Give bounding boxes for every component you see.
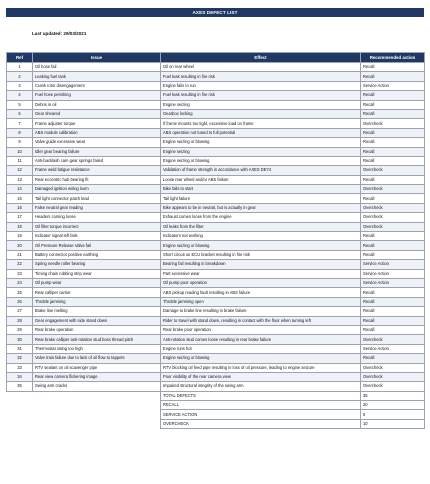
cell-issue: Debris in oil (33, 100, 161, 109)
cell-issue: Idler gear bearing failure (33, 147, 161, 156)
cell-effect: RTV blocking oil feed pipe resulting in loss of oil pressure, leading to engine seizure (161, 363, 361, 372)
summary-row (7, 410, 425, 419)
cell-issue: Gear engagement with side stand down (33, 316, 161, 325)
cell-effect: Impaired structural integrity of the swing arm (161, 382, 361, 391)
cell-ref: 20 (7, 241, 33, 250)
cell-action: Recall (361, 232, 425, 241)
summary-label: TOTAL DEFECTS (161, 391, 361, 400)
cell-ref: 28 (7, 316, 33, 325)
cell-ref: 9 (7, 138, 33, 147)
cell-ref: 10 (7, 147, 33, 156)
table-row (7, 203, 425, 212)
table-row (7, 325, 425, 334)
cell-ref: 29 (7, 325, 33, 334)
table-row (7, 250, 425, 259)
cell-issue: Thermostat rating too high (33, 344, 161, 353)
cell-effect: Throttle jamming open (161, 297, 361, 306)
cell-ref: 3 (7, 81, 33, 90)
cell-issue: ABS module calibration (33, 128, 161, 137)
cell-action: Recall (361, 138, 425, 147)
cell-action: Recall (361, 91, 425, 100)
cell-action: Recall (361, 241, 425, 250)
table-row (7, 213, 425, 222)
cell-effect: Engine seizing or blowing (161, 156, 361, 165)
cell-effect: Oil pump poor operation (161, 278, 361, 287)
cell-ref: 32 (7, 354, 33, 363)
cell-effect: Engine seizing or blowing (161, 241, 361, 250)
cell-effect: ABS operation not tuned to full potential (161, 128, 361, 137)
cell-ref: 17 (7, 213, 33, 222)
cell-issue: Leaking fuel tank (33, 72, 161, 81)
table-row (7, 72, 425, 81)
cell-effect: Poor visibility of the rear camera view (161, 372, 361, 381)
table-row (7, 147, 425, 156)
cell-effect: Short circuit on ECU bracket resulting in fire risk (161, 250, 361, 259)
summary-value: 10 (361, 419, 425, 428)
cell-action: Service Action (361, 344, 425, 353)
cell-action: Recall (361, 297, 425, 306)
cell-ref: 13 (7, 175, 33, 184)
cell-effect: Bike appears to be in neutral, but is actually in gear (161, 203, 361, 212)
cell-effect: Engine seizing or blowing (161, 138, 361, 147)
cell-ref: 6 (7, 109, 33, 118)
cell-effect: Engine runs hot (161, 344, 361, 353)
cell-ref: 33 (7, 363, 33, 372)
cell-effect: Engine seizing or blowing (161, 354, 361, 363)
cell-ref: 7 (7, 119, 33, 128)
cell-issue: Indicator signal left fails (33, 232, 161, 241)
table-row (7, 297, 425, 306)
cell-issue: Oil hose fail (33, 63, 161, 72)
cell-action: Service Action (361, 81, 425, 90)
table-row (7, 335, 425, 344)
table-row (7, 344, 425, 353)
table-row (7, 138, 425, 147)
cell-ref: 1 (7, 63, 33, 72)
cell-ref: 25 (7, 288, 33, 297)
cell-action: Overcheck (361, 166, 425, 175)
cell-effect: Indicators not working (161, 232, 361, 241)
table-row (7, 166, 425, 175)
cell-action: Overcheck (361, 185, 425, 194)
table-row (7, 91, 425, 100)
table-row (7, 354, 425, 363)
table-row (7, 278, 425, 287)
table-row (7, 119, 425, 128)
cell-ref: 8 (7, 128, 33, 137)
cell-action: Overcheck (361, 372, 425, 381)
table-row (7, 63, 425, 72)
last-updated-text: Last updated: 29/03/2021 (32, 31, 87, 36)
cell-action: Overcheck (361, 335, 425, 344)
cell-ref: 15 (7, 194, 33, 203)
table-row (7, 269, 425, 278)
table-row (7, 100, 425, 109)
cell-ref: 34 (7, 372, 33, 381)
cell-effect: Anti-rotation stud comes loose resulting in rear brake failure (161, 335, 361, 344)
cell-effect: If frame mounts too tight, excessive load on frame (161, 119, 361, 128)
table-row (7, 232, 425, 241)
cell-issue: Rear calliper carrier (33, 288, 161, 297)
table-row (7, 382, 425, 391)
cell-issue: Spring needle roller bearing (33, 260, 161, 269)
table-row (7, 185, 425, 194)
summary-spacer (33, 391, 161, 400)
summary-label: SERVICE ACTION (161, 410, 361, 419)
table-row (7, 156, 425, 165)
cell-effect: Oil on rear wheel (161, 63, 361, 72)
cell-ref: 30 (7, 335, 33, 344)
cell-effect: Rear brake poor operation (161, 325, 361, 334)
cell-action: Recall (361, 307, 425, 316)
summary-spacer (7, 391, 33, 400)
cell-effect: Engine seizing (161, 147, 361, 156)
cell-ref: 23 (7, 269, 33, 278)
cell-effect: Oil leaks from the filter (161, 222, 361, 231)
cell-ref: 19 (7, 232, 33, 241)
cell-action: Recall (361, 288, 425, 297)
cell-ref: 12 (7, 166, 33, 175)
cell-action: Service Action (361, 269, 425, 278)
cell-ref: 5 (7, 100, 33, 109)
table-row (7, 288, 425, 297)
cell-issue: Throttle jamming (33, 297, 161, 306)
cell-issue: Rear brake calliper anti-rotation stud boss thread pitch (33, 335, 161, 344)
summary-row (7, 401, 425, 410)
document-title: AXES DEFECT LIST (192, 10, 238, 15)
summary-spacer (7, 410, 33, 419)
cell-ref: 27 (7, 307, 33, 316)
cell-action: Service Action (361, 278, 425, 287)
cell-action: Recall (361, 147, 425, 156)
cell-issue: Oil pump wear (33, 278, 161, 287)
cell-action: Overcheck (361, 119, 425, 128)
table-row (7, 194, 425, 203)
cell-action: Overcheck (361, 363, 425, 372)
cell-action: Overcheck (361, 222, 425, 231)
summary-spacer (7, 401, 33, 410)
cell-issue: Swing arm cracks (33, 382, 161, 391)
cell-issue: Rear brake operation (33, 325, 161, 334)
table-row (7, 175, 425, 184)
cell-issue: Brake line melting (33, 307, 161, 316)
summary-label: OVERCHECK (161, 419, 361, 428)
table-row (7, 316, 425, 325)
cell-ref: 16 (7, 203, 33, 212)
cell-issue: Headers coming loose (33, 213, 161, 222)
cell-action: Recall (361, 109, 425, 118)
cell-ref: 35 (7, 382, 33, 391)
cell-action: Recall (361, 100, 425, 109)
cell-action: Recall (361, 325, 425, 334)
cell-effect: Bike fails to start (161, 185, 361, 194)
cell-effect: Damage to brake line resulting in brake failure (161, 307, 361, 316)
summary-spacer (33, 410, 161, 419)
cell-ref: 26 (7, 297, 33, 306)
cell-action: Overcheck (361, 382, 425, 391)
cell-issue: Crank rotor disengagement (33, 81, 161, 90)
cell-issue: Tail light connector patch lead (33, 194, 161, 203)
cell-effect: Part excessive wear (161, 269, 361, 278)
cell-issue: Oil filter torque incorrect (33, 222, 161, 231)
cell-action: Overcheck (361, 213, 425, 222)
cell-action: Recall (361, 175, 425, 184)
cell-effect: Engine fails to run (161, 81, 361, 90)
cell-issue: Oil Pressure Release Valve fail (33, 241, 161, 250)
cell-action: Recall (361, 63, 425, 72)
cell-effect: Tail light failure (161, 194, 361, 203)
cell-ref: 18 (7, 222, 33, 231)
summary-row (7, 391, 425, 400)
summary-value: 35 (361, 391, 425, 400)
cell-effect: Rider to travel with stand down, resulting in contact with the floor when turning left (161, 316, 361, 325)
cell-issue: Gear sheared (33, 109, 161, 118)
cell-effect: Gearbox locking (161, 109, 361, 118)
cell-ref: 21 (7, 250, 33, 259)
table-row (7, 307, 425, 316)
cell-effect: Engine seizing (161, 100, 361, 109)
header-effect: Effect (161, 53, 361, 63)
table-row (7, 222, 425, 231)
cell-action: Service Action (361, 260, 425, 269)
cell-effect: Validation of frame strength in accordance with AXES DE74 (161, 166, 361, 175)
cell-ref: 2 (7, 72, 33, 81)
cell-issue: Rear eccentric hub bearing fit (33, 175, 161, 184)
cell-action: Recall (361, 316, 425, 325)
table-row (7, 81, 425, 90)
cell-effect: Fuel leak resulting in fire risk (161, 91, 361, 100)
cell-action: Overcheck (361, 203, 425, 212)
cell-ref: 22 (7, 260, 33, 269)
table-row (7, 372, 425, 381)
summary-row (7, 419, 425, 428)
cell-ref: 11 (7, 156, 33, 165)
header-action: Recommended action (361, 53, 425, 63)
cell-issue: Frame weld fatigue resistance (33, 166, 161, 175)
cell-issue: Timing chain rubbing strip wear (33, 269, 161, 278)
table-row (7, 241, 425, 250)
cell-effect: Bearing fail resulting in breakdown (161, 260, 361, 269)
table-row (7, 128, 425, 137)
cell-issue: Valve guide excessive wear (33, 138, 161, 147)
cell-issue: Damaged ignition wiring loom (33, 185, 161, 194)
cell-ref: 14 (7, 185, 33, 194)
cell-ref: 24 (7, 278, 33, 287)
summary-value: 20 (361, 401, 425, 410)
cell-action: Recall (361, 128, 425, 137)
cell-issue: Anti-backlash cam gear springs failed (33, 156, 161, 165)
header-issue: Issue (33, 53, 161, 63)
cell-effect: Fuel leak resulting in fire risk (161, 72, 361, 81)
summary-spacer (7, 419, 33, 428)
cell-issue: Frame adjuster torque (33, 119, 161, 128)
cell-action: Recall (361, 72, 425, 81)
cell-issue: Valve train failure due to lack of oil flow to tappets (33, 354, 161, 363)
cell-action: Recall (361, 156, 425, 165)
defect-table (6, 52, 425, 429)
cell-issue: False neutral gear reading (33, 203, 161, 212)
cell-action: Recall (361, 250, 425, 259)
cell-effect: ABS pickup reading fault resulting in ABS failure (161, 288, 361, 297)
cell-issue: Rear view camera flickering image (33, 372, 161, 381)
cell-effect: Exhaust comes loose from the engine (161, 213, 361, 222)
cell-issue: RTV sealant on oil scavenger pipe (33, 363, 161, 372)
table-header-row (7, 53, 425, 63)
table-row (7, 109, 425, 118)
cell-ref: 31 (7, 344, 33, 353)
table-row (7, 363, 425, 372)
cell-ref: 4 (7, 91, 33, 100)
title-bar (6, 8, 424, 17)
summary-label: RECALL (161, 401, 361, 410)
table-row (7, 260, 425, 269)
cell-effect: Loose rear wheel and/or ABS failure (161, 175, 361, 184)
summary-value: 5 (361, 410, 425, 419)
cell-action: Recall (361, 354, 425, 363)
cell-issue: Fuel hose perishing (33, 91, 161, 100)
summary-spacer (33, 401, 161, 410)
cell-issue: Battery connector positive earthing (33, 250, 161, 259)
cell-action: Recall (361, 194, 425, 203)
header-ref: Ref (7, 53, 33, 63)
summary-spacer (33, 419, 161, 428)
